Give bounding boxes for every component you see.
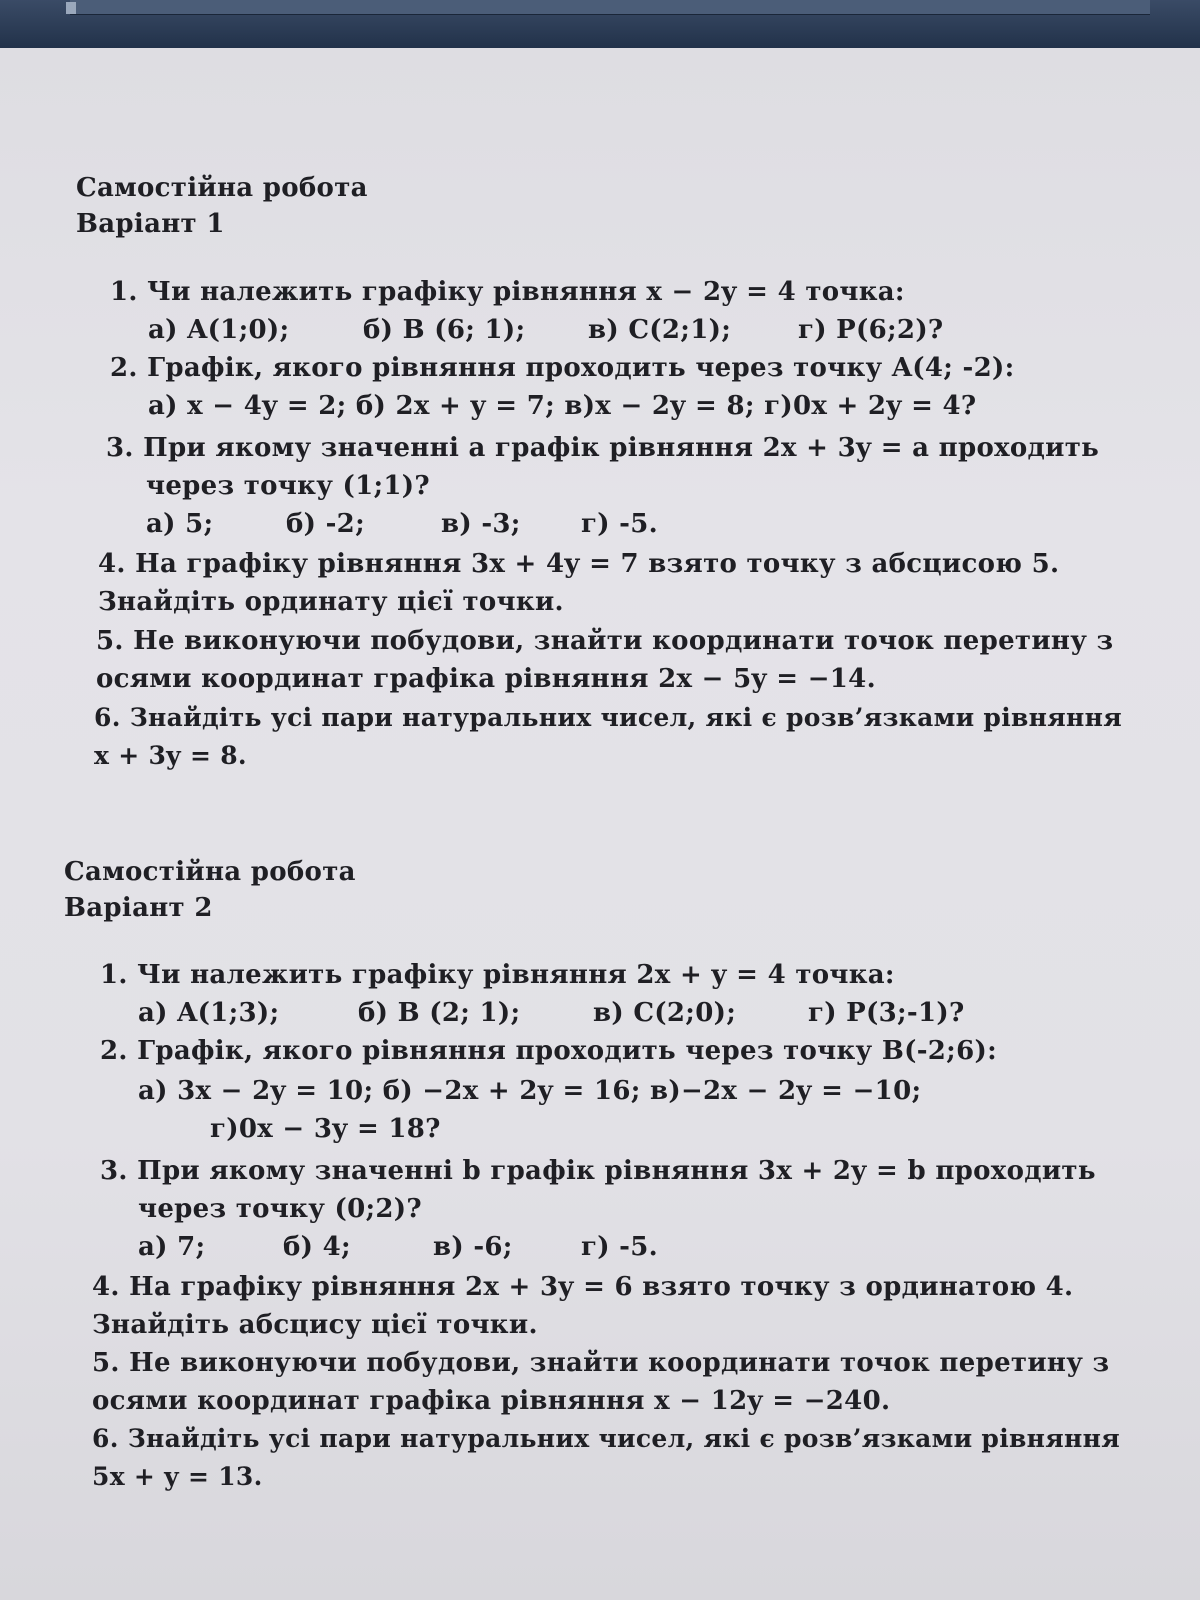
- variant-1-title: Самостійна робота: [76, 173, 368, 203]
- variant-2-q2-options: [138, 1072, 921, 1110]
- option-b: б) -2;: [286, 509, 365, 539]
- document-ruler[interactable]: [0, 0, 1200, 48]
- variant-2-title: Самостійна робота: [64, 857, 356, 887]
- question-text-cont: осями координат графіка рівняння x − 12y = −240.: [92, 1386, 891, 1416]
- indent-marker[interactable]: [66, 2, 76, 14]
- option-c: в) -3;: [441, 509, 521, 539]
- question-text-cont: Знайдіть ординату цієї точки.: [98, 587, 564, 617]
- question-text: 6. Знайдіть усі пари натуральних чисел, які є розв’язками рівняння: [92, 1424, 1121, 1453]
- variant-1-q3-cont: [146, 467, 658, 543]
- question-text: 3. При якому значенні a графік рівняння 2x + 3y = a проходить: [106, 433, 1100, 463]
- variant-2-q6: [92, 1420, 1120, 1496]
- question-text-cont: через точку (0;2)?: [138, 1194, 422, 1224]
- question-text: 5. Не виконуючи побудови, знайти координати точок перетину з: [92, 1348, 1110, 1378]
- question-text: 1. Чи належить графіку рівняння 2x + y = 4 точка:: [100, 960, 895, 990]
- question-text-cont: 5x + y = 13.: [92, 1462, 263, 1491]
- document-page[interactable]: [0, 48, 1200, 1600]
- variant-2-q1-options: [138, 994, 965, 1032]
- question-text: 1. Чи належить графіку рівняння x − 2y = 4 точка:: [110, 277, 905, 307]
- variant-2-q3-cont: [138, 1190, 658, 1266]
- variant-2-q5: [92, 1344, 1109, 1420]
- question-text: 2. Графік, якого рівняння проходить через точку B(-2;6):: [100, 1036, 997, 1066]
- variant-2-q3-options: [138, 1228, 658, 1266]
- variant-1-q2-options: [148, 387, 976, 425]
- variant-1-q1-options: [148, 311, 943, 349]
- variant-1-q5: [96, 622, 1113, 698]
- option-d: г) -5.: [581, 509, 659, 539]
- option-d: г) P(6;2)?: [798, 315, 944, 345]
- question-text-cont: через точку (1;1)?: [146, 471, 430, 501]
- variant-1-q3: [106, 429, 1099, 467]
- options-line: а) 3x − 2y = 10; б) −2x + 2y = 16; в)−2x − 2y = −10;: [138, 1076, 922, 1106]
- option-d: г) P(3;-1)?: [808, 998, 965, 1028]
- variant-1-q6: [94, 699, 1122, 775]
- option-b: б) B (2; 1);: [358, 998, 521, 1028]
- variant-2-q1: [100, 956, 895, 994]
- option-b: б) B (6; 1);: [363, 315, 526, 345]
- question-text-cont: Знайдіть абсцису цієї точки.: [92, 1310, 538, 1340]
- variant-2-header: [64, 854, 356, 926]
- option-c: в) C(2;1);: [588, 315, 732, 345]
- question-text: 3. При якому значенні b графік рівняння 3x + 2y = b проходить: [100, 1156, 1096, 1186]
- question-text-cont: x + 3y = 8.: [94, 741, 247, 770]
- option-d: г) -5.: [581, 1232, 659, 1262]
- variant-2-subtitle: Варіант 2: [64, 893, 213, 923]
- variant-2-q4: [92, 1268, 1073, 1344]
- option-c: в) -6;: [433, 1232, 513, 1262]
- question-text: 5. Не виконуючи побудови, знайти координати точок перетину з: [96, 626, 1114, 656]
- question-text: 6. Знайдіть усі пари натуральних чисел, які є розв’язками рівняння: [94, 703, 1123, 732]
- variant-1-header: [76, 170, 368, 242]
- question-text: 2. Графік, якого рівняння проходить через точку A(4; -2):: [110, 353, 1015, 383]
- question-text: 4. На графіку рівняння 3x + 4y = 7 взято точку з абсцисою 5.: [98, 549, 1060, 579]
- question-text: 4. На графіку рівняння 2x + 3y = 6 взято точку з ординатою 4.: [92, 1272, 1074, 1302]
- option-c: в) C(2;0);: [593, 998, 737, 1028]
- variant-1-q3-options: [146, 505, 658, 543]
- variant-1-q4: [98, 545, 1059, 621]
- options-line-cont: г)0x − 3y = 18?: [210, 1114, 441, 1144]
- variant-2-q2-options-cont: [210, 1110, 441, 1148]
- variant-2-q2: [100, 1032, 997, 1070]
- option-a: а) A(1;3);: [138, 998, 280, 1028]
- option-b: б) 4;: [283, 1232, 351, 1262]
- variant-1-q2: [110, 349, 1015, 387]
- ruler-scale[interactable]: [70, 0, 1150, 15]
- options-line: а) x − 4y = 2; б) 2x + y = 7; в)x − 2y = 8; г)0x + 2y = 4?: [148, 391, 977, 421]
- variant-2-q3: [100, 1152, 1096, 1190]
- option-a: а) 7;: [138, 1232, 206, 1262]
- option-a: а) 5;: [146, 509, 214, 539]
- variant-1-q1: [110, 273, 905, 311]
- question-text-cont: осями координат графіка рівняння 2x − 5y = −14.: [96, 664, 876, 694]
- option-a: а) A(1;0);: [148, 315, 290, 345]
- variant-1-subtitle: Варіант 1: [76, 209, 225, 239]
